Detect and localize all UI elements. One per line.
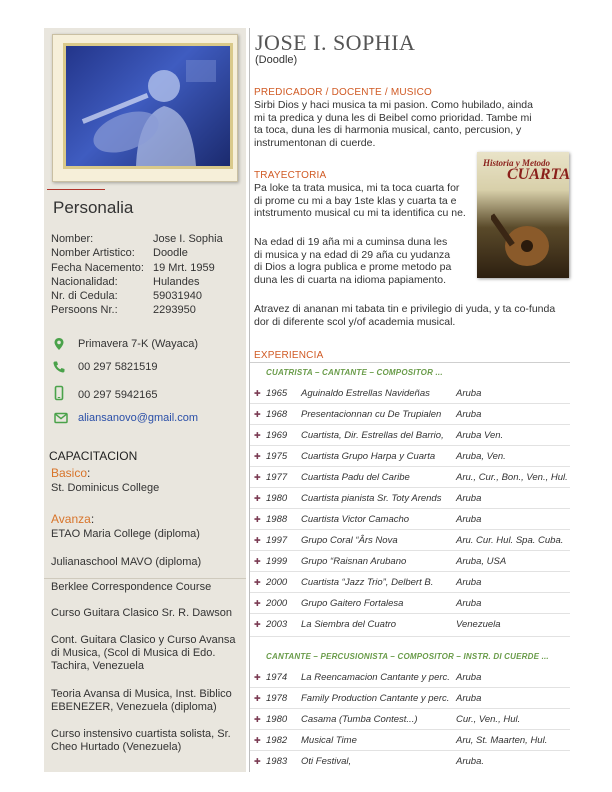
experience-year: 1978: [266, 693, 288, 704]
experience-year: 1974: [266, 672, 288, 683]
experience-year: 1982: [266, 735, 288, 746]
info-key: Nr. di Cedula:: [51, 290, 118, 302]
row-divider: [250, 424, 570, 425]
experience-year: 1999: [266, 556, 288, 567]
location-pin-icon: [52, 337, 66, 351]
avanza-label-text: Avanza: [51, 512, 91, 526]
mail-icon: [52, 411, 70, 425]
experience-event: Cuartista Grupo Harpa y Cuarta: [301, 451, 436, 462]
sidebar-divider: [44, 578, 246, 579]
info-value: Jose I. Sophia: [153, 233, 223, 245]
experience-event: Musical Time: [301, 735, 357, 746]
personalia-heading: Personalia: [53, 198, 134, 217]
experiencia-heading: EXPERIENCIA: [254, 350, 324, 361]
experience-place: Aruba Ven.: [456, 430, 504, 441]
predicador-heading: PREDICADOR / DOCENTE / MUSICO: [254, 87, 433, 98]
experience-place: Aru. Cur. Hul. Spa. Cuba.: [456, 535, 564, 546]
address-text: Primavera 7-K (Wayaca): [78, 338, 199, 350]
experience-place: Aruba, Ven.: [456, 451, 506, 462]
basico-school: St. Dominicus College: [51, 482, 160, 494]
text-line: Na edad di 19 aña mi a cuminsa duna les: [254, 236, 448, 248]
trayectoria-text-3: [254, 303, 555, 328]
experience-place: Aruba: [456, 598, 482, 609]
bullet-icon: ✚: [254, 620, 261, 629]
experience-event: Grupo Coral “Ârs Nova: [301, 535, 398, 546]
basico-colon: :: [87, 466, 91, 480]
experiencia-divider: [250, 362, 570, 363]
experience-year: 2000: [266, 598, 288, 609]
experience-event: Presentacionnan cu De Trupialen: [301, 409, 442, 420]
info-key: Nomber:: [51, 233, 94, 245]
bullet-icon: ✚: [254, 578, 261, 587]
experience-year: 1968: [266, 409, 288, 420]
bullet-icon: ✚: [254, 536, 261, 545]
bullet-icon: ✚: [254, 694, 261, 703]
experience-place: Aruba: [456, 388, 482, 399]
row-divider: [250, 613, 570, 614]
mobile-phone-icon: [52, 384, 66, 402]
experience-place: Aruba, USA: [456, 556, 507, 567]
experience-event: La Reencamacion Cantante y perc.: [301, 672, 450, 683]
bullet-icon: ✚: [254, 473, 261, 482]
row-divider: [250, 550, 570, 551]
experience-event: La Siembra del Cuatro: [301, 619, 397, 630]
info-value: Doodle: [153, 247, 188, 259]
avanza-item: Curso Guitara Clasico Sr. R. Dawson: [51, 607, 232, 619]
experience-year: 1980: [266, 714, 288, 725]
experience-year: 1969: [266, 430, 288, 441]
bullet-icon: ✚: [254, 757, 261, 766]
bullet-icon: ✚: [254, 452, 261, 461]
avanza-item: Julianaschool MAVO (diploma): [51, 556, 202, 568]
avanza-item: Curso instensivo cuartista solista, Sr. Cheo Hurtado (Venezuela): [51, 728, 231, 753]
trayectoria-text-1: [254, 182, 466, 220]
info-key: Nacionalidad:: [51, 276, 118, 288]
basico-label-text: Basico: [51, 466, 88, 480]
experience-event: Cuartista pianista Sr. Toty Arends: [301, 493, 442, 504]
mobile-text: 00 297 5942165: [78, 389, 158, 401]
experience-year: 1980: [266, 493, 288, 504]
experience-place: Aruba: [456, 514, 482, 525]
experience-year: 1983: [266, 756, 288, 767]
experience-place: Aruba: [456, 577, 482, 588]
info-key: Persoons Nr.:: [51, 304, 118, 316]
group1-title: CUATRISTA – CANTANTE – COMPOSITOR ...: [266, 368, 443, 377]
experience-place: Venezuela: [456, 619, 501, 630]
trayectoria-text-2: [254, 236, 451, 286]
text-line: Pa loke ta trata musica, mi ta toca cuarta for: [254, 182, 460, 194]
text-line: di musica y na edad di 29 aña cu yudanza: [254, 248, 451, 261]
experience-year: 1975: [266, 451, 288, 462]
row-divider: [250, 529, 570, 530]
bullet-icon: ✚: [254, 389, 261, 398]
experience-place: Aruba: [456, 693, 482, 704]
person-name: JOSE I. SOPHIA: [255, 30, 416, 55]
experience-year: 1965: [266, 388, 288, 399]
avanza-item: ETAO Maria College (diploma): [51, 528, 200, 540]
row-divider: [250, 750, 570, 751]
email-link[interactable]: aliansanovo@gmail.com: [78, 412, 199, 424]
info-key: Nomber Artistico:: [51, 247, 135, 259]
bullet-icon: ✚: [254, 736, 261, 745]
experience-event: Cuartista Victor Camacho: [301, 514, 410, 525]
avanza-item: Teoria Avansa di Musica, Inst. Biblico EBENEZER, Venezuela (diploma): [51, 688, 232, 713]
experience-year: 2000: [266, 577, 288, 588]
experience-event: Grupo “Raisnan Arubano: [301, 556, 407, 567]
row-divider: [250, 571, 570, 572]
bullet-icon: ✚: [254, 431, 261, 440]
column-divider: [249, 28, 250, 772]
trayectoria-heading: TRAYECTORIA: [254, 170, 327, 181]
book-title-small: Historia y Metodo: [483, 158, 550, 168]
text-line: Atravez di ananan mi tabata tin e privilegio di yuda, y ta co-funda: [254, 303, 556, 315]
info-value: Hulandes: [153, 276, 200, 288]
experience-event: Casama (Tumba Contest...): [301, 714, 418, 725]
avanza-label: [51, 512, 94, 526]
experience-event: Cuartista Padu del Caribe: [301, 472, 410, 483]
row-divider: [250, 687, 570, 688]
experience-event: Family Production Cantante y perc.: [301, 693, 450, 704]
experience-place: Aruba: [456, 493, 482, 504]
row-divider: [250, 445, 570, 446]
experience-place: Aru., Cur., Bon., Ven., Hul.: [456, 472, 568, 483]
phone-text: 00 297 5821519: [78, 361, 158, 373]
row-divider: [250, 487, 570, 488]
experience-place: Cur., Ven., Hul.: [456, 714, 521, 725]
text-line: duna les di cuarta na idioma papiamento.: [254, 273, 447, 286]
musician-photo-graphic: [66, 46, 230, 166]
book-title-big: CUARTA: [507, 166, 571, 183]
experience-year: 1997: [266, 535, 288, 546]
experience-event: Oti Festival,: [301, 756, 352, 767]
experience-year: 2003: [266, 619, 288, 630]
row-divider: [250, 403, 570, 404]
avanza-item: Cont. Guitara Clasico y Curso Avansa di Musica, (Scol di Musica di Edo. Tachira, Venezuela: [51, 634, 236, 672]
experience-event: Cuartista, Dir. Estrellas del Barrio,: [301, 430, 444, 441]
capacitacion-heading: CAPACITACION: [49, 449, 138, 463]
row-divider: [250, 636, 570, 637]
experience-event: Grupo Gaitero Fortalesa: [301, 598, 404, 609]
row-divider: [250, 508, 570, 509]
info-value: 59031940: [153, 290, 202, 302]
guitar-icon: [491, 192, 555, 272]
experience-year: 1977: [266, 472, 288, 483]
profile-photo-frame: [52, 34, 238, 182]
row-divider: [250, 466, 570, 467]
bullet-icon: ✚: [254, 715, 261, 724]
experience-place: Aruba.: [456, 756, 484, 767]
book-cover-image: [477, 152, 569, 278]
text-line: ta toca, duna les di harmonia musical, canto, percusion, y: [254, 124, 522, 136]
avanza-colon: :: [90, 512, 95, 526]
text-line: mi ta predica y duna les di Beibel como prioridad. Tambe mi: [254, 111, 532, 124]
experience-event: Aguinaldo Estrellas Navideñas: [301, 388, 430, 399]
nickname: (Doodle): [255, 54, 298, 66]
bullet-icon: ✚: [254, 494, 261, 503]
bullet-icon: ✚: [254, 410, 261, 419]
red-divider: [47, 189, 105, 190]
text-line: dor di diferente scol y/of academia musical.: [254, 315, 456, 328]
bullet-icon: ✚: [254, 599, 261, 608]
profile-photo: [63, 43, 233, 169]
text-line: di prome cu mi a bay 1ste klas y cuarta ta e: [254, 194, 457, 207]
info-value: 19 Mrt. 1959: [153, 262, 215, 274]
group2-title: CANTANTE – PERCUSIONISTA – COMPOSITOR – INSTR. DI CUERDE ...: [266, 652, 549, 661]
experience-year: 1988: [266, 514, 288, 525]
row-divider: [250, 729, 570, 730]
phone-icon: [52, 360, 66, 374]
experience-place: Aruba: [456, 409, 482, 420]
bullet-icon: ✚: [254, 673, 261, 682]
avanza-item: Berklee Correspondence Course: [51, 581, 212, 593]
experience-event: Cuartista “Jazz Trio”, Delbert B.: [301, 577, 434, 588]
experience-place: Aruba: [456, 672, 482, 683]
info-value: 2293950: [153, 304, 196, 316]
bullet-icon: ✚: [254, 515, 261, 524]
text-line: Sirbi Dios y haci musica ta mi pasion. Como hubilado, ainda: [254, 99, 533, 111]
bullet-icon: ✚: [254, 557, 261, 566]
basico-label: [51, 466, 90, 480]
text-line: intstrumento musical cu mi ta identifica cu ne.: [254, 207, 466, 219]
experience-place: Aru, St. Maarten, Hul.: [456, 735, 548, 746]
row-divider: [250, 708, 570, 709]
text-line: di Dios a logra publica e prome metodo pa: [254, 261, 452, 273]
row-divider: [250, 592, 570, 593]
info-key: Fecha Nacemento:: [51, 262, 144, 274]
text-line: instrumentonan di cuerde.: [254, 136, 376, 149]
predicador-text: [254, 99, 533, 149]
